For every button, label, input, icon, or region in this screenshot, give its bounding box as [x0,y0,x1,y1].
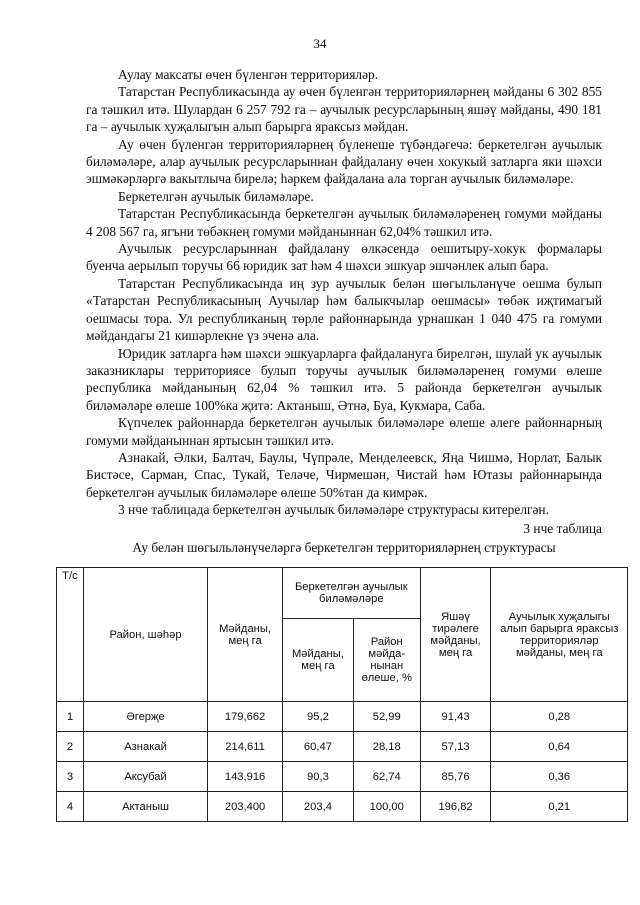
header-area: Мәйданы, мең га [208,568,283,702]
cell-unsuitable: 0,64 [491,732,628,762]
paragraph: Аучылык ресурсларыннан файдалану өлкәсендә оешитыру-хокук формалары буенча аерылып торучы 66 юридик зат һәм 4 шәхси эшкуар эшчәнлек алып бара. [86,241,602,274]
cell-habitat: 196,82 [420,792,491,822]
header-assigned-group: Беркетелгән аучылык биләмәләре [282,568,420,619]
header-habitat: Яшәү тирәлеге мәйданы, мең га [420,568,491,702]
paragraph: Юридик затларга һәм шәхси эшкуарларга файдалануга бирелгән, шулай ук аучылык заказниклары территориясе булып торучы аучылык биләмәләренең гомуми өлеше республика мәйданының 62,04 % тәшкил итә. 5 районда беркетелгән аучылык биләмәләре өлеше 100%ка җитә: Актаныш, Әтнә, Буа, Кукмара, Саба. [86,345,602,413]
paragraph: Азнакай, Әлки, Балтач, Баулы, Чүпрәле, Менделеевск, Яңа Чишмә, Норлат, Балык Бистәсе, Сарман, Спас, Тукай, Теләче, Чирмешән, Чистай һәм Ютазы районнарында беркетелгән аучылык биләмәләре өлеше 50%тан да кимрәк. [86,449,602,500]
paragraph: Татарстан Республикасында иң зур аучылык белән шөгыльләнүче оешма булып «Татарстан Республикасының Аучылар һәм балыкчылар оешмасы» төбәк иҗтимагый оешмасы тора. Ул республиканың төрле районнарында урнашкан 1 040 475 га гомуми мәйдандагы 21 кишәрлекне үз эченә ала. [86,275,602,344]
cell-unsuitable: 0,21 [491,792,628,822]
body-text [86,66,602,519]
cell-area: 179,662 [208,702,283,732]
paragraph: 3 нче таблицада беркетелгән аучылык биләмәләре структурасы китерелгән. [118,502,549,518]
header-unsuitable: Аучылык хуҗалыгы алып барырга яраксыз территорияләр мәйданы, мең га [491,568,628,702]
cell-share: 28,18 [353,732,420,762]
header-assigned-share: Район мәйда-нынан өлеше, % [353,619,420,702]
table-number: 3 нче таблица [523,521,602,536]
cell-assigned-area: 203,4 [282,792,353,822]
page-number: 34 [313,36,327,51]
cell-unsuitable: 0,36 [491,762,628,792]
table-row [57,702,628,732]
cell-habitat: 85,76 [420,762,491,792]
cell-area: 143,916 [208,762,283,792]
paragraph: Күпчелек районнарда беркетелгән аучылык биләмәләре өлеше әлеге районнарның гомуми мәйданыннан яртысын тәшкил итә. [86,415,602,448]
cell-num: 2 [57,732,84,762]
cell-assigned-area: 60,47 [282,732,353,762]
cell-unsuitable: 0,28 [491,702,628,732]
cell-habitat: 57,13 [420,732,491,762]
cell-district: Аксубай [83,762,207,792]
territory-structure-table [56,567,628,822]
cell-district: Азнакай [83,732,207,762]
cell-assigned-area: 90,3 [282,762,353,792]
table-row [57,762,628,792]
cell-num: 3 [57,762,84,792]
cell-habitat: 91,43 [420,702,491,732]
cell-assigned-area: 95,2 [282,702,353,732]
header-district: Район, шәһәр [83,568,207,702]
cell-area: 214,611 [208,732,283,762]
table-title: Ау белән шөгыльләнүчеләргә беркетелгән территорияләрнең структурасы [132,540,556,556]
cell-num: 1 [57,702,84,732]
paragraph: Ау өчен бүленгән территорияләрнең бүленеше түбәндәгечә: беркетелгән аучылык биләмәләре, алар аучылык ресурсларыннан файдалану өчен хокукый затларга яки шәхси эшмәкәрләргә вакытлыча бирелә; һәркем файдалана ала торган аучылык биләмәләре. [86,136,602,187]
cell-district: Әгерҗе [83,702,207,732]
table-row [57,792,628,822]
paragraph: Татарстан Республикасында беркетелгән аучылык биләмәләренең гомуми мәйданы 4 208 567 га, ягъни төбәкнең гомуми мәйданыннан 62,04% тәшкил итә. [86,206,602,239]
table-header-row [57,568,628,619]
header-num: Т/с [57,568,84,702]
paragraph: Татарстан Республикасында ау өчен бүленгән территорияләрнең мәйданы 6 302 855 га тәшкил итә. Шулардан 6 257 792 га – аучылык ресурсларының яшәү мәйданы, 490 181 га – аучылык хуҗалыгын алып барырга яраксыз мәйдан. [86,84,602,135]
cell-share: 62,74 [353,762,420,792]
cell-share: 100,00 [353,792,420,822]
cell-area: 203,400 [208,792,283,822]
paragraph: Беркетелгән аучылык биләмәләре. [118,188,314,204]
table-caption [86,520,602,557]
paragraph: Аулау максаты өчен бүленгән территорияләр. [118,67,379,82]
cell-district: Актаныш [83,792,207,822]
cell-share: 52,99 [353,702,420,732]
table-row [57,732,628,762]
cell-num: 4 [57,792,84,822]
header-assigned-area: Мәйданы, мең га [282,619,353,702]
